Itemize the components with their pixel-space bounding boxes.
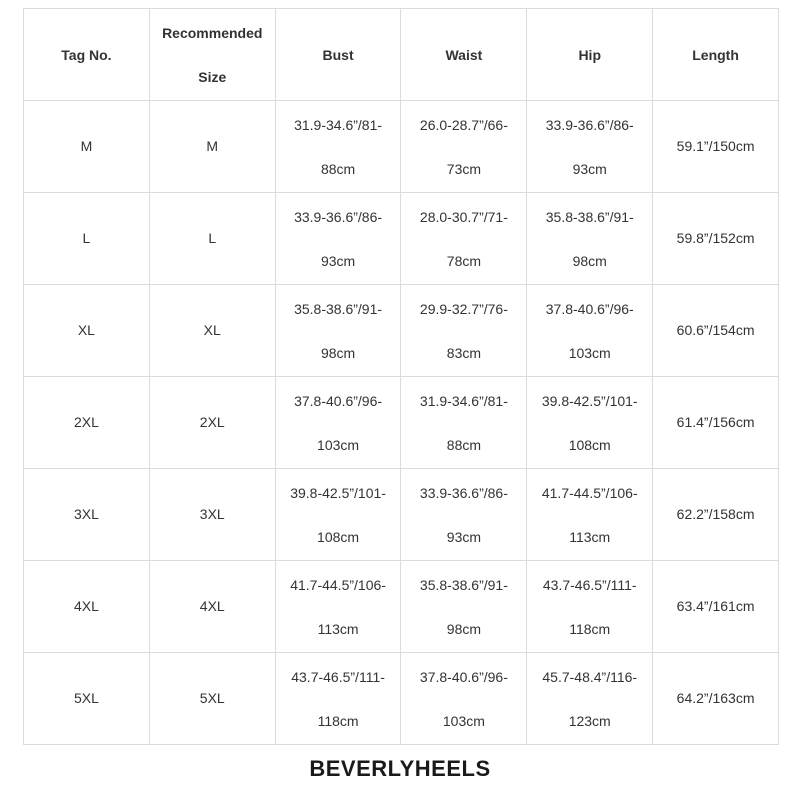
cell-length: 63.4”/161cm — [653, 561, 779, 653]
cell-bust — [275, 193, 401, 285]
cell-waist-line1: 26.0-28.7”/66- — [419, 116, 508, 133]
table-row — [24, 101, 779, 193]
cell-hip-line1: 45.7-48.4”/116- — [542, 668, 638, 685]
table-row — [24, 377, 779, 469]
cell-bust-line2: 88cm — [320, 160, 356, 177]
cell-bust-line1: 39.8-42.5”/101- — [290, 484, 386, 501]
cell-hip-line1: 35.8-38.6”/91- — [545, 208, 634, 225]
cell-length: 59.1”/150cm — [653, 101, 779, 193]
cell-size: 3XL — [149, 469, 275, 561]
cell-length: 61.4”/156cm — [653, 377, 779, 469]
cell-waist-line2: 73cm — [446, 160, 482, 177]
table-row — [24, 469, 779, 561]
cell-bust — [275, 101, 401, 193]
cell-size: 4XL — [149, 561, 275, 653]
header-length: Length — [653, 9, 779, 101]
cell-bust — [275, 377, 401, 469]
cell-hip — [527, 101, 653, 193]
cell-size: M — [149, 101, 275, 193]
cell-bust-line2: 118cm — [317, 712, 359, 729]
header-tag-no: Tag No. — [24, 9, 150, 101]
cell-waist-line2: 103cm — [442, 712, 485, 729]
header-bust: Bust — [275, 9, 401, 101]
cell-hip — [527, 561, 653, 653]
cell-bust-line1: 43.7-46.5”/111- — [291, 668, 385, 685]
header-recommended-size-line2: Size — [198, 68, 227, 85]
cell-tag: M — [24, 101, 150, 193]
cell-hip-line1: 41.7-44.5”/106- — [541, 484, 638, 501]
cell-bust-line1: 31.9-34.6”/81- — [294, 116, 383, 133]
table-row — [24, 653, 779, 745]
cell-waist-line2: 83cm — [446, 344, 482, 361]
cell-waist — [401, 653, 527, 745]
brand-name: BEVERLYHEELS — [309, 756, 491, 781]
cell-waist-line1: 28.0-30.7”/71- — [419, 208, 508, 225]
cell-hip-line2: 103cm — [568, 344, 611, 361]
cell-bust-line1: 33.9-36.6”/86- — [294, 208, 383, 225]
cell-bust — [275, 469, 401, 561]
cell-bust-line1: 35.8-38.6”/91- — [294, 300, 383, 317]
cell-length: 64.2”/163cm — [653, 653, 779, 745]
cell-length: 60.6”/154cm — [653, 285, 779, 377]
cell-waist-line1: 35.8-38.6”/91- — [419, 576, 508, 593]
cell-tag: 3XL — [24, 469, 150, 561]
cell-hip-line2: 113cm — [569, 528, 611, 545]
cell-size: XL — [149, 285, 275, 377]
table-row — [24, 193, 779, 285]
cell-tag: 4XL — [24, 561, 150, 653]
table-row — [24, 561, 779, 653]
cell-hip-line1: 43.7-46.5”/111- — [542, 576, 637, 593]
cell-tag: 2XL — [24, 377, 150, 469]
cell-hip-line2: 118cm — [569, 620, 611, 637]
cell-waist-line2: 98cm — [446, 620, 482, 637]
cell-tag: L — [24, 193, 150, 285]
cell-waist — [401, 377, 527, 469]
cell-bust — [275, 653, 401, 745]
cell-waist-line1: 33.9-36.6”/86- — [419, 484, 508, 501]
cell-bust-line2: 113cm — [317, 620, 359, 637]
cell-hip — [527, 653, 653, 745]
header-row — [24, 9, 779, 101]
cell-size: L — [149, 193, 275, 285]
cell-tag: XL — [24, 285, 150, 377]
cell-hip-line2: 98cm — [572, 252, 607, 269]
cell-hip-line1: 39.8-42.5”/101- — [541, 392, 638, 409]
header-recommended-size-line1: Recommended — [162, 24, 263, 41]
cell-length: 62.2”/158cm — [653, 469, 779, 561]
size-chart-header — [24, 9, 779, 101]
size-chart-body — [24, 101, 779, 745]
cell-waist — [401, 561, 527, 653]
cell-bust-line2: 93cm — [320, 252, 356, 269]
cell-bust-line2: 103cm — [317, 436, 360, 453]
size-chart-table — [23, 8, 779, 745]
cell-waist-line1: 31.9-34.6”/81- — [419, 392, 508, 409]
cell-waist-line1: 37.8-40.6”/96- — [419, 668, 508, 685]
cell-hip-line1: 33.9-36.6”/86- — [545, 116, 634, 133]
cell-hip-line1: 37.8-40.6”/96- — [545, 300, 634, 317]
cell-waist — [401, 285, 527, 377]
header-recommended-size — [149, 9, 275, 101]
cell-waist — [401, 193, 527, 285]
cell-waist-line1: 29.9-32.7”/76- — [419, 300, 508, 317]
cell-hip-line2: 93cm — [572, 160, 607, 177]
cell-bust-line1: 37.8-40.6”/96- — [294, 392, 383, 409]
header-waist: Waist — [401, 9, 527, 101]
cell-tag: 5XL — [24, 653, 150, 745]
cell-bust — [275, 285, 401, 377]
cell-hip-line2: 108cm — [568, 436, 611, 453]
cell-waist — [401, 101, 527, 193]
cell-hip — [527, 285, 653, 377]
cell-waist — [401, 469, 527, 561]
cell-bust-line2: 98cm — [320, 344, 356, 361]
cell-hip — [527, 193, 653, 285]
cell-hip — [527, 377, 653, 469]
cell-bust-line1: 41.7-44.5”/106- — [290, 576, 386, 593]
cell-size: 2XL — [149, 377, 275, 469]
cell-waist-line2: 88cm — [446, 436, 482, 453]
cell-bust-line2: 108cm — [317, 528, 360, 545]
cell-waist-line2: 78cm — [446, 252, 482, 269]
cell-hip — [527, 469, 653, 561]
cell-bust — [275, 561, 401, 653]
cell-size: 5XL — [149, 653, 275, 745]
cell-length: 59.8”/152cm — [653, 193, 779, 285]
table-row — [24, 285, 779, 377]
cell-waist-line2: 93cm — [446, 528, 482, 545]
header-hip: Hip — [527, 9, 653, 101]
cell-hip-line2: 123cm — [568, 712, 611, 729]
